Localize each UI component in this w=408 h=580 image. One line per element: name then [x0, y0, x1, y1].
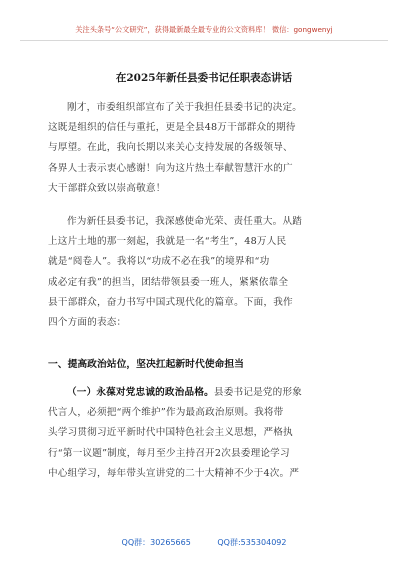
subsection-lead: （一）永葆对党忠诚的政治品格。	[67, 387, 214, 398]
paragraph-line: 与厚望。在此，我向长期以来关心支持发展的各级领导、	[48, 142, 293, 154]
paragraph-line: 代言人，必须把“两个维护”作为最高政治原则。我将带	[48, 407, 284, 419]
paragraph-2	[48, 212, 358, 333]
paragraph-line: 头学习贯彻习近平新时代中国特色社会主义思想，严格执	[48, 427, 293, 439]
document-title: 在2025年新任县委书记任职表态讲话	[115, 72, 293, 84]
paragraph-line: 这既是组织的信任与重托，更是全县48万干部群众的期待	[48, 122, 296, 134]
paragraph-line: 县干部群众，奋力书写中国式现代化的篇章。下面，我作	[48, 296, 293, 308]
paragraph-line: 上这片土地的那一刻起，我就是一名“考生”，48万人民	[48, 236, 287, 248]
paragraph-line: 作为新任县委书记，我深感使命光荣、责任重大。从踏	[67, 216, 303, 227]
header-divider	[20, 40, 388, 41]
subsection-1	[48, 383, 358, 484]
section-heading: 一、提高政治站位，坚决扛起新时代使命担当	[48, 359, 244, 370]
paragraph-line: 刚才，市委组织部宣布了关于我担任县委书记的决定。	[67, 102, 303, 113]
paragraph-line: 大干部群众致以崇高敬意！	[48, 182, 166, 194]
header-note: 关注头条号“公文研究”，获得最新最全最专业的公文资料库！ 微信：gongwenyj	[75, 25, 333, 34]
paragraph-1	[48, 98, 358, 199]
paragraph-line: 就是“阅卷人”。我将以“功成不必在我”的境界和“功	[48, 256, 270, 268]
paragraph-line: 各界人士表示衷心感谢！向为这片热土奉献智慧汗水的广	[48, 162, 293, 174]
paragraph-line	[48, 383, 358, 403]
footer-qq-group-2: QQ群:535304092	[217, 538, 287, 547]
paragraph-line: 成必定有我”的担当，团结带领县委一班人，紧紧依靠全	[48, 276, 289, 288]
footer-qq-group-1: QQ群：30265665	[121, 538, 191, 547]
paragraph-line: 行“第一议题”制度，每月至少主持召开2次县委理论学习	[48, 447, 290, 459]
paragraph-line: 中心组学习，每年带头宣讲党的二十大精神不少于4次。严	[48, 467, 300, 479]
footer	[0, 537, 408, 548]
paragraph-line: 四个方面的表态：	[48, 317, 127, 329]
subsection-lead-rest: 县委书记是党的形象	[213, 387, 303, 398]
